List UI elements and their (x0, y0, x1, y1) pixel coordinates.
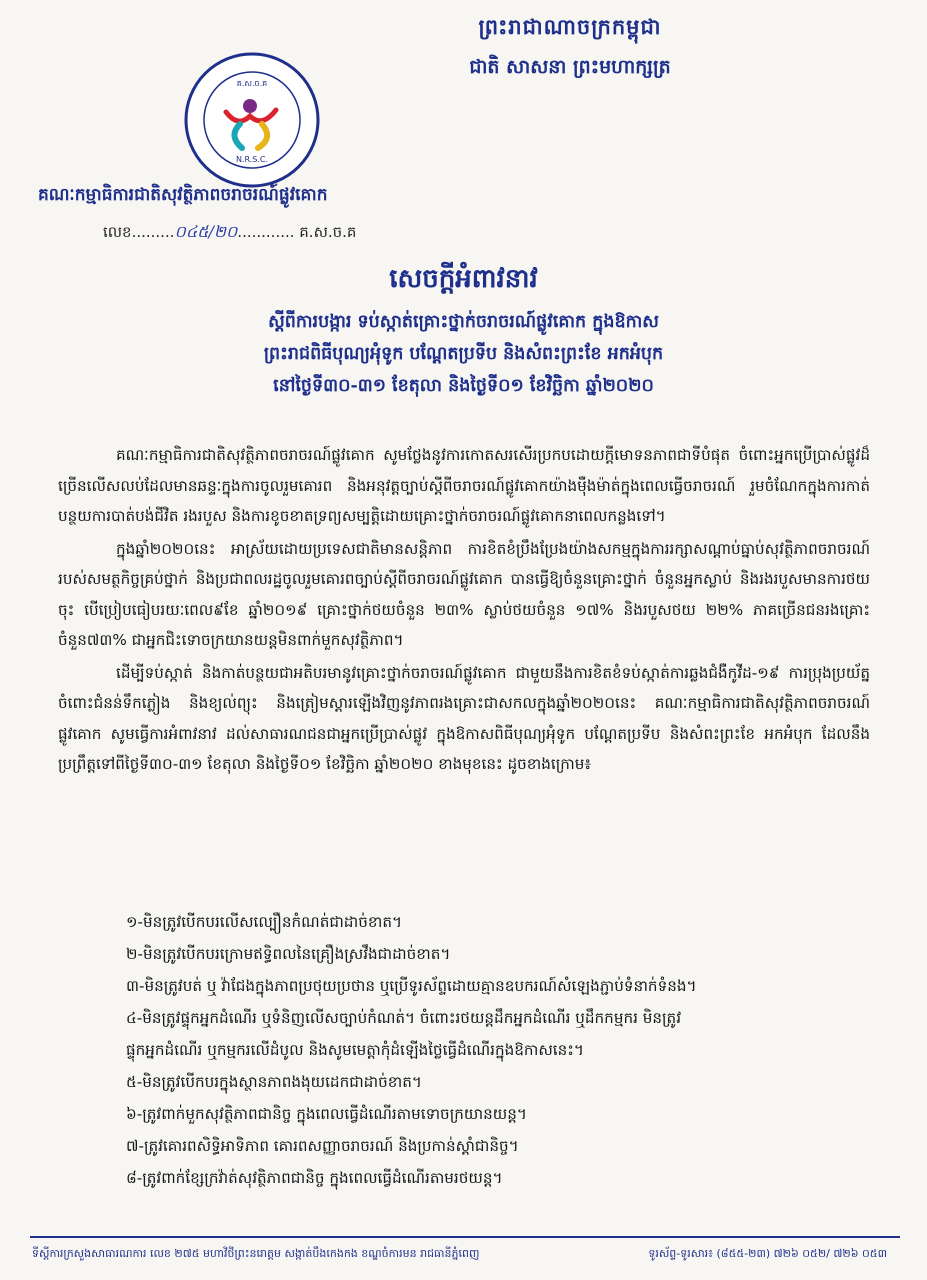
list-item-continuation: ផ្ទុកអ្នកដំណើរ ឬកម្មករលើដំបូល និងសូមមេត្តាកុំដំឡើងថ្លៃធ្វើដំណើរក្នុងឱកាសនេះ។ (126, 1041, 584, 1059)
recommendation-list (126, 906, 896, 1194)
list-item: ៨-ត្រូវពាក់ខ្សែក្រវ៉ាត់សុវត្ថិភាពជានិច្ច ក្នុងពេលធ្វើដំណើរតាមរថយន្ត។ (126, 1169, 503, 1187)
footer-phone: ទូរស័ព្ទ-ទូរសារ៖ (៨៥៥-២៣) ៧២៦ ០៥២/ ៧២៦ ០៥៣ (648, 1247, 887, 1260)
footer-divider (30, 1236, 900, 1238)
reference-year: /២០ (208, 222, 238, 241)
reference-number (103, 221, 356, 245)
reference-suffix: ............ គ.ស.ច.គ (237, 223, 357, 241)
list-item: ៥-មិនត្រូវបើកបរក្នុងស្ថានភាពងងុយដេកជាដាច់ខាត។ (126, 1073, 422, 1091)
list-item: ៦-ត្រូវពាក់មួកសុវត្ថិភាពជានិច្ច ក្នុងពេលធ្វើដំណើរតាមទោចក្រយានយន្ត។ (126, 1105, 527, 1123)
paragraph: ក្នុងឆ្នាំ២០២០នេះ អាស្រ័យដោយប្រទេសជាតិមានសន្តិភាព ការខិតខំប្រឹងប្រែងយ៉ាងសកម្មក្នុងការរក្សាសណ្តាប់ធ្នាប់សុវត្ថិភាពចរាចរណ៍របស់សមត្ថកិច្ចគ្រប់ថ្នាក់ និងប្រជាពលរដ្ឋចូលរួមគោរពច្បាប់ស្តីពីចរាចរណ៍ផ្លូវគោក បានធ្វើឱ្យចំនួនគ្រោះថ្នាក់ ចំនួនអ្នកស្លាប់ និងរងរបួសមានការថយចុះ បើប្រៀបធៀបរយៈពេល៩ខែ ឆ្នាំ២០១៩ គ្រោះថ្នាក់ថយចំនួន ២៣% ស្លាប់ថយចំនួន ១៧% និងរបួសថយ ២២% ភាគច្រើនជនរងគ្រោះចំនួន៧៣% ជាអ្នកជិះទោចក្រយានយន្តមិនពាក់មួកសុវត្ថិភាព។ (58, 539, 870, 649)
logo-abbr: គ.ស.ច.គ (236, 79, 268, 88)
list-item: ៣-មិនត្រូវបត់ ឬ វ៉ាជែងក្នុងភាពប្រថុយប្រថាន ឬប្រើទូរស័ព្ទដោយគ្មានឧបករណ៍សំឡេងភ្ជាប់ទំនាក់ទំនង។ (126, 977, 697, 995)
kingdom-name: ព្រះរាជាណាចក្រកម្ពុជា (478, 14, 662, 39)
document-title: សេចក្តីអំពាវនាវ (389, 264, 538, 294)
reference-prefix: លេខ......... (103, 223, 175, 241)
national-motto: ជាតិ សាសនា ព្រះមហាក្សត្រ (469, 56, 671, 78)
nrsc-logo (182, 50, 322, 190)
list-item: ៧-ត្រូវគោរពសិទ្ធិអាទិភាព គោរពសញ្ញាចរាចរណ៍ និងប្រកាន់ស្តាំជានិច្ច។ (126, 1137, 519, 1155)
subtitle-line-2: ព្រះរាជពិធីបុណ្យអុំទូក បណ្តែតប្រទីប និងសំពះព្រះខែ អកអំបុក (263, 344, 664, 364)
paragraph: ដើម្បីទប់ស្កាត់ និងកាត់បន្ថយជាអតិបរមានូវគ្រោះថ្នាក់ចរាចរណ៍ផ្លូវគោក ជាមួយនឹងការខិតខំទប់ស្កាត់ការឆ្លងជំងឺកូវីដ-១៩ ការប្រុងប្រយ័ត្នចំពោះជំនន់ទឹកភ្លៀង និងខ្យល់ព្យុះ និងត្រៀមស្តារឡើងវិញនូវភាពរងគ្រោះជាសកលក្នុងឆ្នាំ២០២០នេះ គណៈកម្មាធិការជាតិសុវត្ថិភាពចរាចរណ៍ផ្លូវគោក សូមធ្វើការអំពាវនាវ ដល់សាធារណជនជាអ្នកប្រើប្រាស់ផ្លូវ ក្នុងឱកាសពិធីបុណ្យអុំទូក បណ្តែតប្រទីប និងសំពះព្រះខែ អកអំបុក ដែលនឹងប្រព្រឹត្តទៅពីថ្ងៃទី៣០-៣១ ខែតុលា និងថ្ងៃទី០១ ខែវិច្ឆិកា ឆ្នាំ២០២០ ខាងមុខនេះ ដូចខាងក្រោម៖ (58, 663, 870, 773)
list-item: ៤-មិនត្រូវផ្ទុកអ្នកដំណើរ ឬទំនិញលើសច្បាប់កំណត់។ ចំពោះរថយន្តដឹកអ្នកដំណើរ ឬដឹកកម្មករ មិនត្រូវ (126, 1009, 682, 1027)
subtitle-line-1: ស្តីពីការបង្ការ ទប់ស្កាត់គ្រោះថ្នាក់ចរាចរណ៍ផ្លូវគោក ក្នុងឱកាស (268, 312, 659, 332)
subtitle-line-3: នៅថ្ងៃទី៣០-៣១ ខែតុលា និងថ្ងៃទី០១ ខែវិច្ឆិកា ឆ្នាំ២០២០ (273, 376, 654, 396)
logo-latin: N.R.S.C. (235, 155, 269, 164)
list-item: ១-មិនត្រូវបើកបរលើសល្បឿនកំណត់ជាដាច់ខាត។ (126, 913, 403, 931)
body-text (58, 440, 870, 782)
paragraph: គណៈកម្មាធិការជាតិសុវត្ថិភាពចរាចរណ៍ផ្លូវគោក សូមថ្លែងនូវការកោតសរសើរប្រកបដោយក្តីមោទនភាពជាទីបំផុត ចំពោះអ្នកប្រើប្រាស់ផ្លូវដ៏ច្រើនលើសលប់ដែលមានឆន្ទៈក្នុងការចូលរួមគោរព និងអនុវត្តច្បាប់ស្តីពីចរាចរណ៍ផ្លូវគោកយ៉ាងម៉ឺងម៉ាត់ក្នុងពេលធ្វើចរាចរណ៍ រួមចំណែកក្នុងការកាត់បន្ថយការបាត់បង់ជីវិត រងរបួស និងការខូចខាតទ្រព្យសម្បត្តិដោយគ្រោះថ្នាក់ចរាចរណ៍ផ្លូវគោកនាពេលកន្លងទៅ។ (58, 446, 870, 525)
reference-handwritten-number: ០៤៥ (174, 222, 209, 241)
footer-address: ទីស្តីការក្រសួងសាធារណការ លេខ ២៧៥ មហាវិថីព្រះនរោត្តម សង្កាត់បឹងកេងកង ខណ្ឌចំការមន រាជធានីភ្នំពេញ (32, 1247, 480, 1260)
kingdom-header (330, 14, 810, 83)
organization-name: គណៈកម្មាធិការជាតិសុវត្ថិភាពចរាចរណ៍ផ្លូវគោក (38, 185, 328, 205)
list-item: ២-មិនត្រូវបើកបរក្រោមឥទ្ធិពលនៃគ្រឿងស្រវឹងជាដាច់ខាត។ (126, 945, 451, 963)
